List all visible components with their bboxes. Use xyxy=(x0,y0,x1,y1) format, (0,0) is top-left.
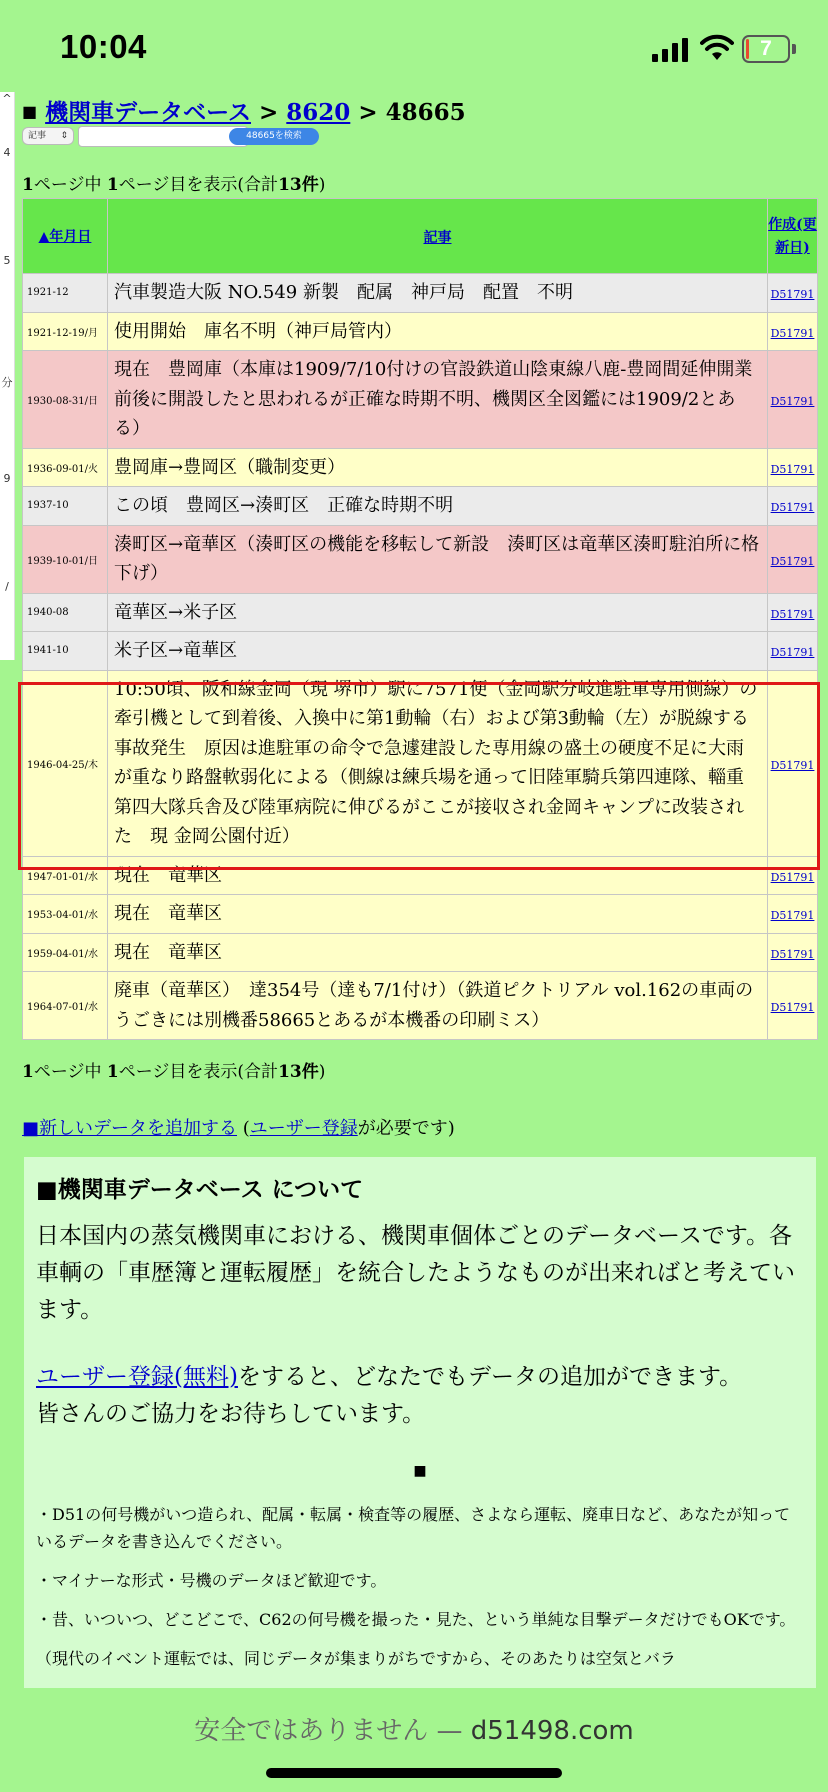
about-intro: 日本国内の蒸気機関車における、機関車個体ごとのデータベースです。各車輌の「車歴簿と運転履歴」を統合したようなものが出来ればと考えています。 xyxy=(36,1223,795,1323)
breadcrumb-root-link[interactable]: 機関車データベース xyxy=(45,99,251,126)
page-info-current: 1 xyxy=(22,175,34,195)
page-info-top xyxy=(22,170,325,195)
cellular-signal-icon xyxy=(652,38,690,62)
wifi-icon xyxy=(700,34,734,62)
row-author-cell xyxy=(768,972,818,1040)
row-date: 1947-01-01/水 xyxy=(23,856,108,895)
row-date: 1941-10 xyxy=(23,632,108,671)
add-data-link[interactable]: ■新しいデータを追加する xyxy=(22,1118,238,1139)
row-author-link[interactable]: D51791 xyxy=(770,554,815,568)
about-panel xyxy=(24,1157,816,1697)
table-row xyxy=(23,670,818,856)
row-date: 1936-09-01/火 xyxy=(23,448,108,487)
search-scope-value: 記事 xyxy=(28,131,47,141)
row-record-text: 汽車製造大阪 NO.549 新製 配属 神戸局 配置 不明 xyxy=(108,274,768,313)
row-date: 1946-04-25/木 xyxy=(23,670,108,856)
row-date: 1921-12-19/月 xyxy=(23,312,108,351)
battery-indicator xyxy=(742,35,796,63)
row-author-link[interactable]: D51791 xyxy=(770,607,815,621)
table-row xyxy=(23,972,818,1040)
left-strip-char: 分 xyxy=(1,376,13,389)
row-record-text: 米子区→竜華区 xyxy=(108,632,768,671)
add-data-text: が必要です) xyxy=(357,1118,455,1139)
status-bar xyxy=(0,0,828,94)
row-record-text: 使用開始 庫名不明（神戸局管内） xyxy=(108,312,768,351)
row-record-text: 10:50頃、阪和線金岡（現 堺市）駅に7571便（金岡駅分岐進駐軍専用側線）の牽引機として到着後、入換中に第1動輪（右）および第3動輪（左）が脱線する事故発生 原因は進駐軍の命令で急遽建設した専用線の盛土の硬度不足に大雨が重なり路盤軟弱化による（側線は練兵場を通って旧陸軍騎兵第四連隊、輜重第四大隊兵舎及び陸軍病院に伸びるがここが接収され金岡キャンプに改装された 現 金岡公園付近） xyxy=(108,670,768,856)
breadcrumb xyxy=(22,94,466,127)
about-bullet: （現代のイベント運転では、同じデータが集まりがちですから、そのあたりは空気とバラ xyxy=(36,1649,676,1668)
home-indicator[interactable] xyxy=(266,1768,562,1778)
about-bullet: ・D51の何号機がいつ造られ、配属・転属・検査等の履歴、さよなら運転、廃車日など、あなたが知っているデータを書き込んでください。 xyxy=(36,1505,791,1551)
row-author-link[interactable]: D51791 xyxy=(770,870,815,884)
row-author-cell xyxy=(768,274,818,313)
row-date: 1953-04-01/水 xyxy=(23,895,108,934)
left-strip-char: 5 xyxy=(3,254,11,267)
row-record-text: 竜華区→米子区 xyxy=(108,593,768,632)
address-domain: d51498.com xyxy=(470,1716,634,1746)
row-author-link[interactable]: D51791 xyxy=(770,909,815,923)
table-row xyxy=(23,312,818,351)
row-record-text: 現在 竜華区 xyxy=(108,895,768,934)
row-author-cell xyxy=(768,525,818,593)
table-row xyxy=(23,351,818,449)
left-edge-panel xyxy=(0,92,15,660)
record-column-header xyxy=(108,199,768,274)
about-bullet: ・マイナーな形式・号機のデータほど歓迎です。 xyxy=(36,1571,387,1590)
about-register-text: をすると、どなたでもデータの追加ができます。 xyxy=(237,1364,743,1390)
row-author-cell xyxy=(768,593,818,632)
left-strip-char: 9 xyxy=(3,472,11,485)
about-divider: ■ xyxy=(413,1463,427,1479)
table-row xyxy=(23,593,818,632)
about-bullet: ・昔、いついつ、どこどこで、C62の何号機を撮った・見た、という単純な目撃データだけでもOKです。 xyxy=(36,1610,796,1629)
table-header-row xyxy=(23,199,818,274)
row-author-cell xyxy=(768,895,818,934)
row-author-cell xyxy=(768,487,818,526)
search-input[interactable] xyxy=(78,126,248,147)
row-date: 1939-10-01/日 xyxy=(23,525,108,593)
sort-by-record-link[interactable]: 記事 xyxy=(423,229,452,246)
sort-by-author-link[interactable]: 作成(更新日) xyxy=(768,217,817,256)
records-table xyxy=(22,198,818,1040)
browser-address-bar[interactable] xyxy=(0,1688,828,1792)
row-author-cell xyxy=(768,448,818,487)
row-author-cell xyxy=(768,632,818,671)
table-row xyxy=(23,448,818,487)
page-info-current: 1 xyxy=(22,1062,34,1082)
add-data-text: ( xyxy=(237,1118,250,1139)
row-author-link[interactable]: D51791 xyxy=(770,646,815,660)
breadcrumb-separator: > xyxy=(350,99,386,126)
row-author-cell xyxy=(768,933,818,972)
table-row xyxy=(23,856,818,895)
address-security-warning: 安全ではありません — xyxy=(194,1716,471,1746)
address-text[interactable] xyxy=(0,1710,828,1747)
row-date: 1964-07-01/水 xyxy=(23,972,108,1040)
row-author-cell xyxy=(768,312,818,351)
table-row xyxy=(23,632,818,671)
row-author-link[interactable]: D51791 xyxy=(770,1001,815,1014)
row-record-text: 廃車（竜華区） 達354号（達も7/1付け）（鉄道ピクトリアル vol.162の車両のうごきには別機番58665とあるが本機番の印刷ミス） xyxy=(108,972,768,1040)
table-row xyxy=(23,525,818,593)
row-date: 1940-08 xyxy=(23,593,108,632)
row-author-link[interactable]: D51791 xyxy=(770,947,815,961)
about-register-link[interactable]: ユーザー登録(無料) xyxy=(36,1364,238,1390)
page-info-bottom xyxy=(22,1057,325,1082)
table-row xyxy=(23,487,818,526)
table-row xyxy=(23,933,818,972)
chevron-updown-icon: ⇕ xyxy=(60,131,68,141)
row-author-cell xyxy=(768,856,818,895)
date-column-header xyxy=(23,199,108,274)
page-info-text: ページ目を表示(合計 xyxy=(118,175,279,195)
author-column-header xyxy=(768,199,818,274)
row-author-link[interactable]: D51791 xyxy=(770,326,815,340)
page-info-text: ) xyxy=(318,1062,326,1082)
page-info-page: 1 xyxy=(106,1062,119,1082)
add-data-line xyxy=(22,1114,455,1140)
row-date: 1930-08-31/日 xyxy=(23,351,108,449)
row-record-text: 豊岡庫→豊岡区（職制変更） xyxy=(108,448,768,487)
user-register-link[interactable]: ユーザー登録 xyxy=(249,1118,358,1139)
row-author-link[interactable]: D51791 xyxy=(770,758,815,772)
about-register-paragraph xyxy=(36,1359,804,1396)
breadcrumb-type-link[interactable]: 8620 xyxy=(286,99,351,126)
battery-tip xyxy=(792,44,796,54)
page-info-text: ページ中 xyxy=(33,1062,107,1082)
status-time: 10:04 xyxy=(60,28,147,65)
row-record-text: 現在 豊岡庫（本庫は1909/7/10付けの官設鉄道山陰東線八鹿-豊岡間延伸開業前後に開設したと思われるが正確な時期不明、機関区全図鑑には1909/2とある） xyxy=(108,351,768,449)
left-strip-char: 4 xyxy=(3,146,11,159)
breadcrumb-current: 48665 xyxy=(385,99,466,126)
left-strip-char: ^ xyxy=(2,92,12,105)
battery-level-text: 7 xyxy=(760,37,772,60)
row-date: 1959-04-01/水 xyxy=(23,933,108,972)
page-info-total: 13件 xyxy=(278,175,319,195)
table-row xyxy=(23,895,818,934)
page-info-text: ページ目を表示(合計 xyxy=(118,1062,279,1082)
about-title: ■機関車データベース について xyxy=(36,1176,364,1203)
row-author-link[interactable]: D51791 xyxy=(770,288,815,302)
row-author-link[interactable]: D51791 xyxy=(770,462,815,476)
page-info-text: ) xyxy=(318,175,326,195)
row-record-text: 現在 竜華区 xyxy=(108,856,768,895)
sort-by-date-link[interactable]: ▲年月日 xyxy=(38,229,92,245)
row-record-text: 現在 竜華区 xyxy=(108,933,768,972)
page-info-text: ページ中 xyxy=(33,175,107,195)
row-author-cell xyxy=(768,351,818,449)
about-request: 皆さんのご協力をお待ちしています。 xyxy=(36,1401,426,1427)
row-record-text: この頃 豊岡区→湊町区 正確な時期不明 xyxy=(108,487,768,526)
table-body xyxy=(23,274,818,1040)
row-date: 1937-10 xyxy=(23,487,108,526)
page-info-total: 13件 xyxy=(278,1062,319,1082)
row-author-link[interactable]: D51791 xyxy=(770,501,815,515)
table-row xyxy=(23,274,818,313)
row-record-text: 湊町区→竜華区（湊町区の機能を移転して新設 湊町区は竜華区湊町駐泊所に格下げ） xyxy=(108,525,768,593)
left-strip-char: / xyxy=(5,580,9,593)
row-author-cell xyxy=(768,670,818,856)
row-date: 1921-12 xyxy=(23,274,108,313)
breadcrumb-bullet: ■ xyxy=(22,102,38,121)
search-scope-select[interactable] xyxy=(22,127,74,145)
page-info-page: 1 xyxy=(106,175,119,195)
row-author-link[interactable]: D51791 xyxy=(770,394,815,408)
search-button[interactable]: 48665を検索 xyxy=(229,128,319,145)
breadcrumb-separator: > xyxy=(251,99,287,126)
